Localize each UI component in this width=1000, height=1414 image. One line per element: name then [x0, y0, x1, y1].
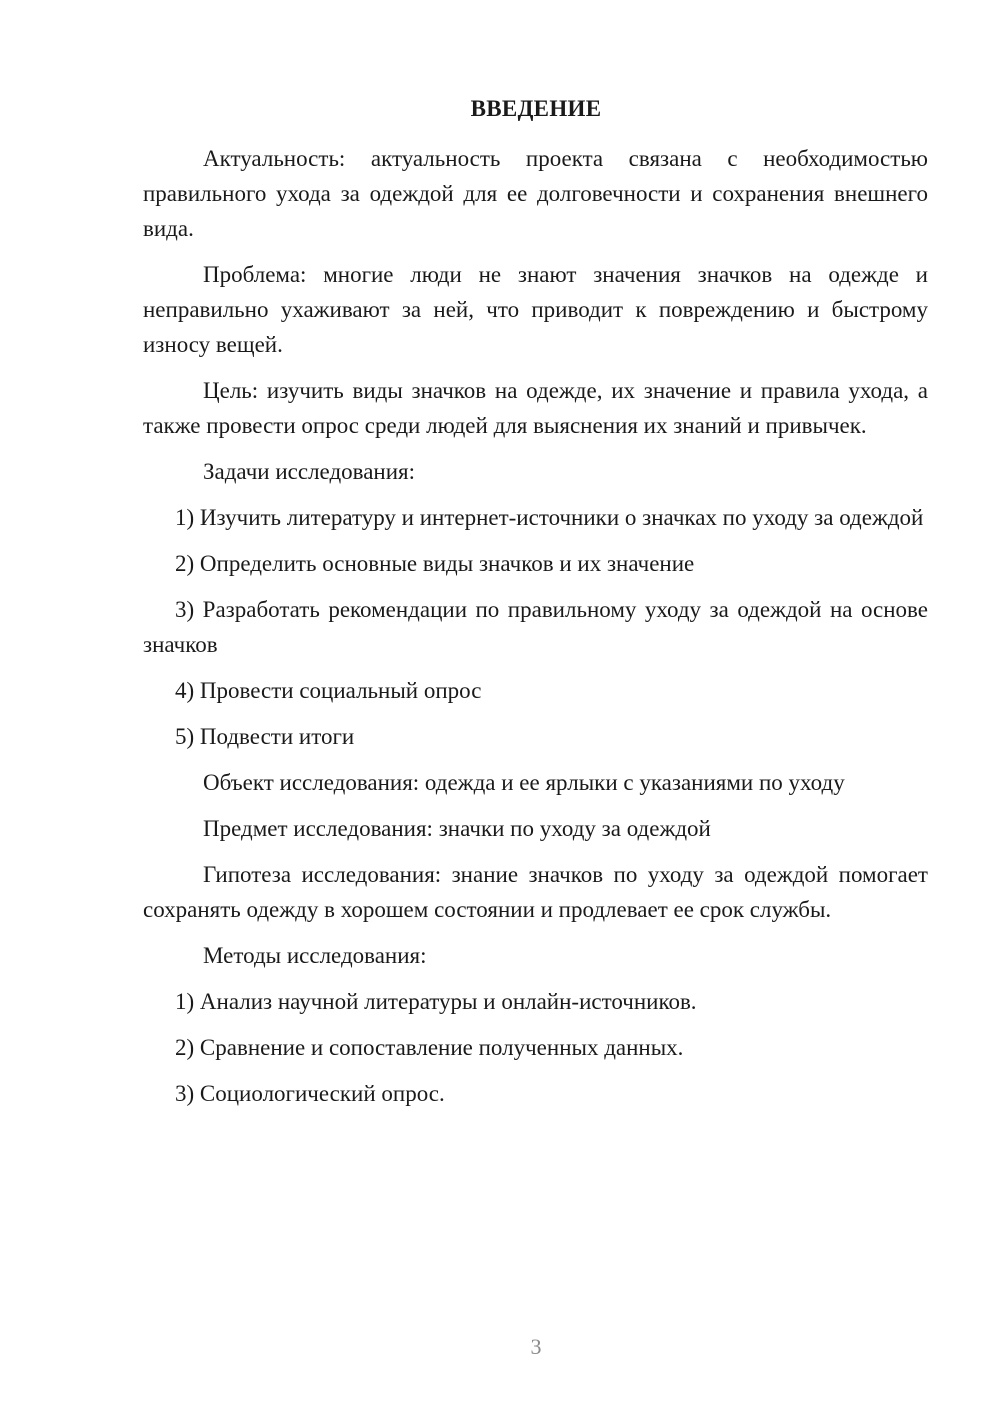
- research-subject-paragraph: Предмет исследования: значки по уходу за одеждой: [203, 816, 711, 841]
- section-title: ВВЕДЕНИЕ: [470, 96, 602, 121]
- task-item: 5) Подвести итоги: [175, 724, 355, 749]
- page-number: 3: [530, 1334, 542, 1359]
- relevance-paragraph: Актуальность: актуальность проекта связана с необходимостью правильного ухода за одеждой для ее долговечности и сохранения внешнего вида.: [143, 146, 928, 241]
- problem-paragraph: Проблема: многие люди не знают значения значков на одежде и неправильно ухаживают за ней, что приводит к повреждению и быстрому износу вещей.: [143, 262, 928, 357]
- task-item: 4) Провести социальный опрос: [175, 678, 482, 703]
- method-item: 2) Сравнение и сопоставление полученных данных.: [175, 1035, 684, 1060]
- task-item: 2) Определить основные виды значков и их значение: [175, 551, 695, 576]
- document-body: [143, 141, 928, 1122]
- research-object-paragraph: Объект исследования: одежда и ее ярлыки с указаниями по уходу: [203, 770, 845, 795]
- hypothesis-paragraph: Гипотеза исследования: знание значков по уходу за одеждой помогает сохранять одежду в хорошем состоянии и продлевает ее срок службы.: [143, 862, 928, 922]
- goal-paragraph: Цель: изучить виды значков на одежде, их значение и правила ухода, а также провести опрос среди людей для выяснения их знаний и привычек.: [143, 378, 928, 438]
- methods-heading: Методы исследования:: [203, 943, 427, 968]
- method-item: 3) Социологический опрос.: [175, 1081, 445, 1106]
- tasks-heading: Задачи исследования:: [203, 459, 416, 484]
- method-item: 1) Анализ научной литературы и онлайн-источников.: [175, 989, 697, 1014]
- task-item: 1) Изучить литературу и интернет-источники о значках по уходу за одеждой: [175, 505, 924, 530]
- task-item: 3) Разработать рекомендации по правильному уходу за одеждой на основе значков: [143, 597, 928, 657]
